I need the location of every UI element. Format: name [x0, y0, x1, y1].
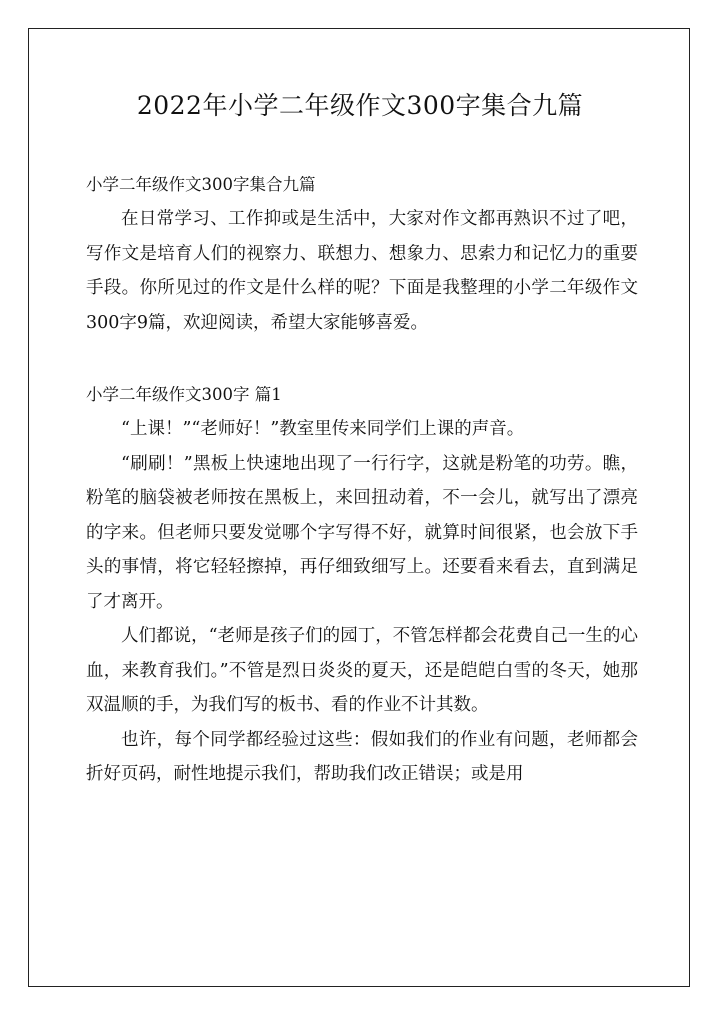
body-paragraph: 人们都说，“老师是孩子们的园丁，不管怎样都会花费自己一生的心血，来教育我们。”不管是烈日炎炎的夏天，还是皑皑白雪的冬天，她那双温顺的手，为我们写的板书、看的作业不计其数。: [86, 626, 638, 715]
section-heading: 小学二年级作文300字 篇1: [86, 385, 282, 404]
section-gap: [86, 340, 638, 378]
body-paragraph: “刷刷！”黑板上快速地出现了一行行字，这就是粉笔的功劳。瞧，粉笔的脑袋被老师按在黑板上，来回扭动着，不一会儿，就写出了漂亮的字来。但老师只要发觉哪个字写得不好，就算时间很紧，也会放下手头的事情，将它轻轻擦掉，再仔细致细写上。还要看来看去，直到满足了才离开。: [86, 453, 638, 612]
document-subtitle: 小学二年级作文300字集合九篇: [86, 175, 316, 194]
document-title: 2022年小学二年级作文300字集合九篇: [136, 91, 584, 120]
body-paragraph: “上课！”“老师好！”教室里传来同学们上课的声音。: [121, 419, 525, 439]
document-body: [86, 168, 638, 792]
intro-paragraph: 在日常学习、工作抑或是生活中，大家对作文都再熟识不过了吧，写作文是培育人们的视察力、联想力、想象力、思索力和记忆力的重要手段。你所见过的作文是什么样的呢？下面是我整理的小学二年级作文300字9篇，欢迎阅读，希望大家能够喜爱。: [86, 209, 638, 333]
body-paragraph: 也许，每个同学都经验过这些：假如我们的作业有问题，老师都会折好页码，耐性地提示我们，帮助我们改正错误；或是用: [86, 729, 638, 784]
